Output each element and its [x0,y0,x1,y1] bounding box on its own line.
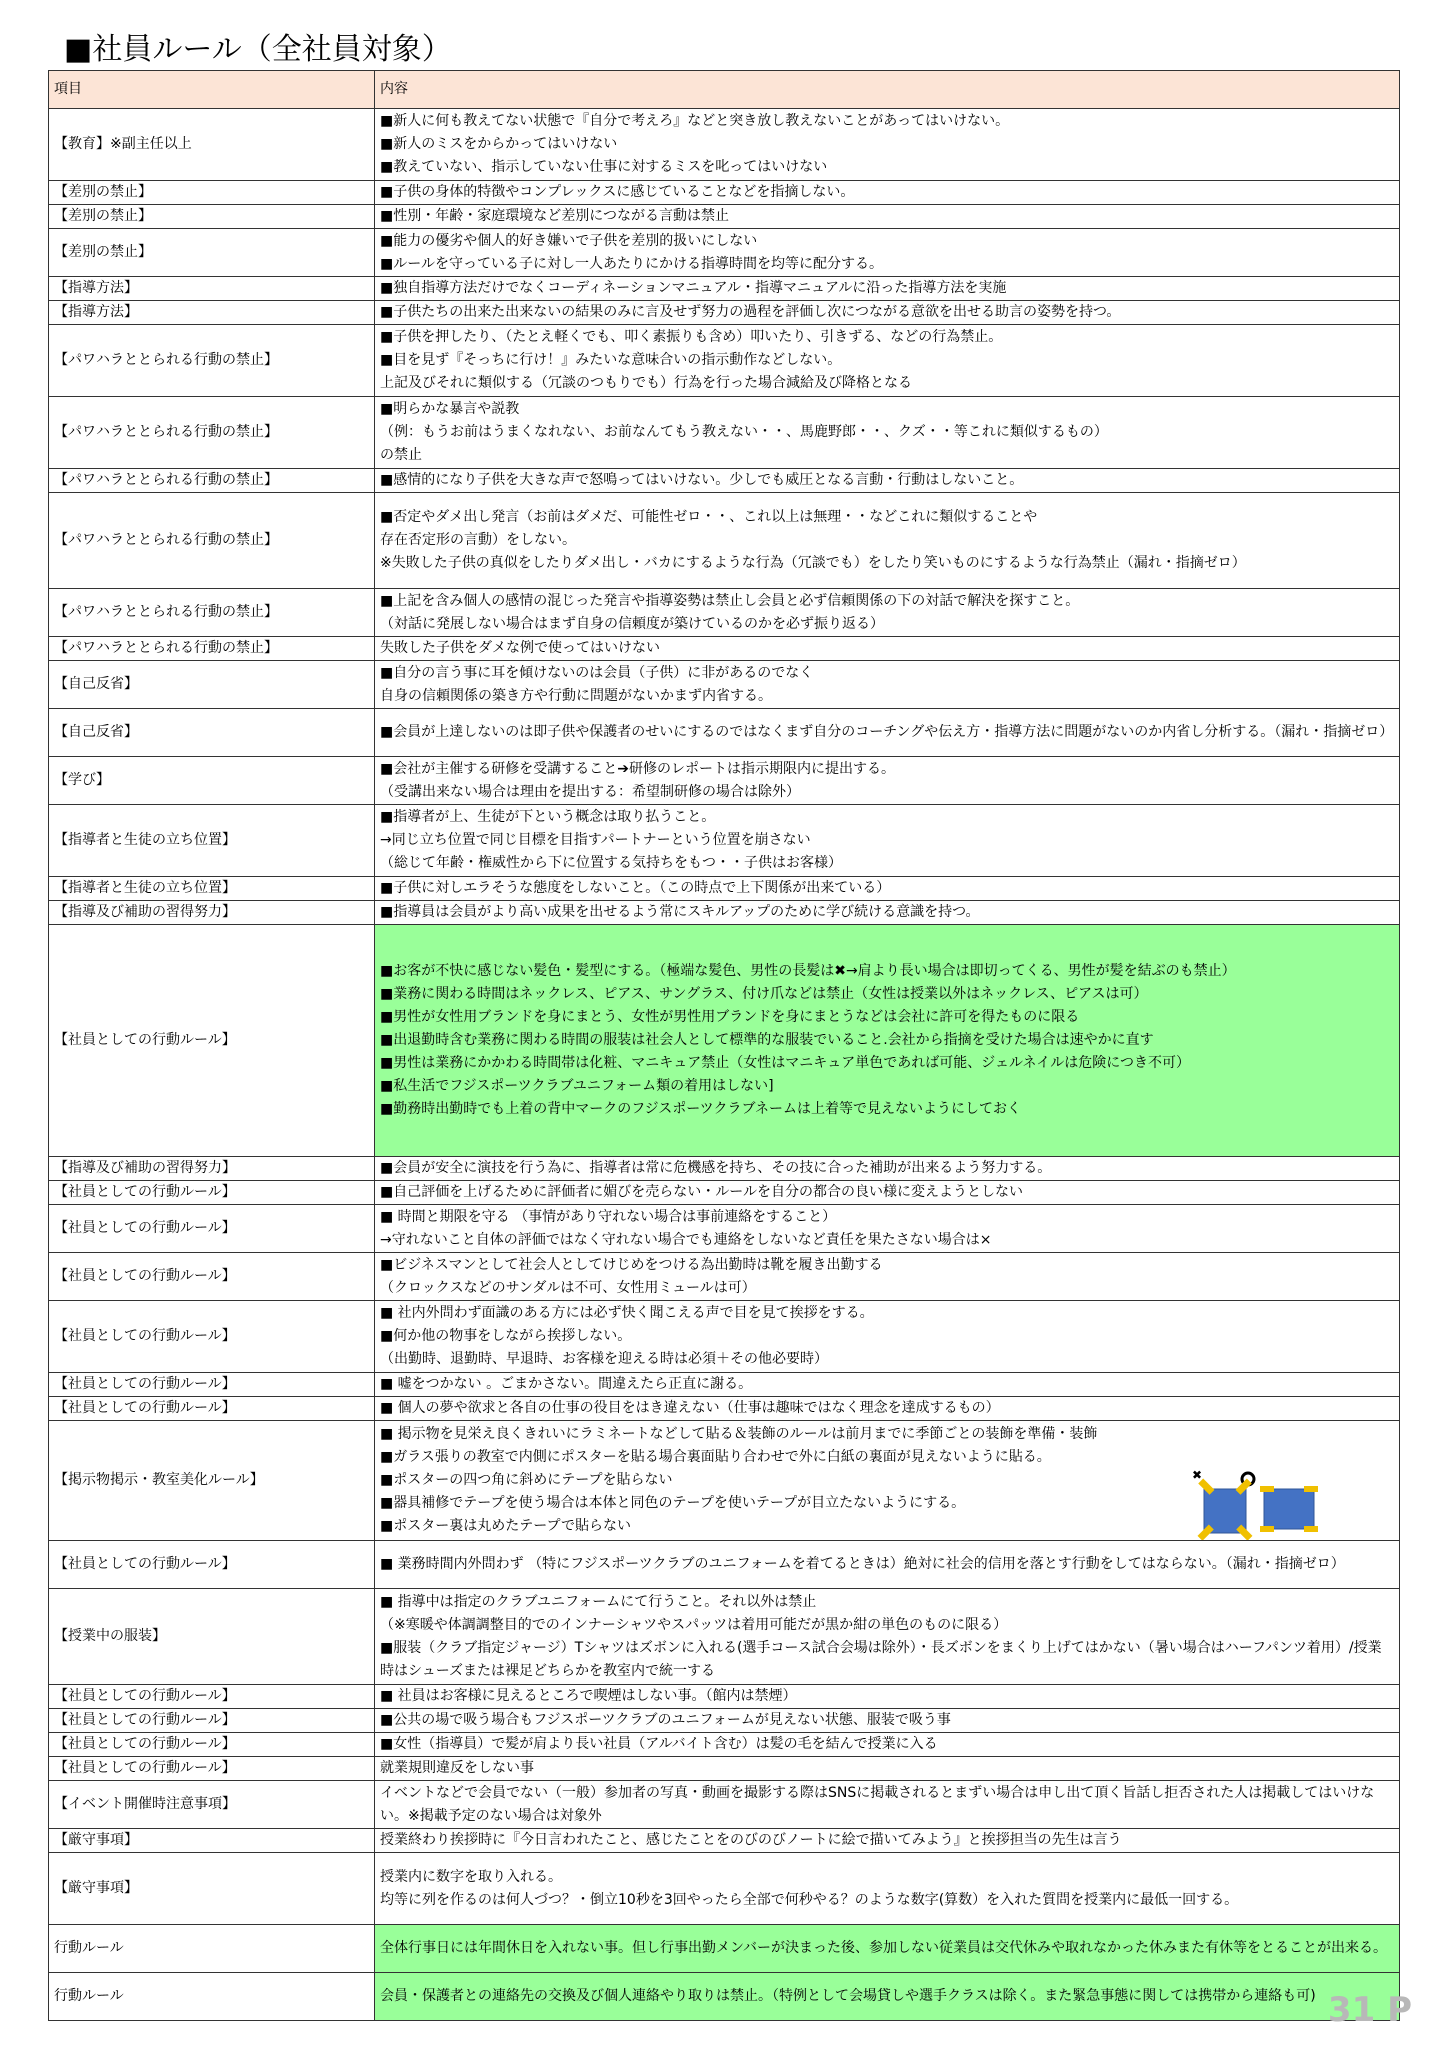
rule-line: ■女性（指導員）で髪が肩より長い社員（アルバイト含む）は髪の毛を結んで授業に入る [380,1736,938,1752]
straight-tape-icon [1260,1526,1274,1532]
rule-category-cell: 【社員としての行動ルール】 [49,1397,375,1421]
rule-line: 均等に列を作るのは何人づつ？・倒立10秒を3回やったら全部で何秒やる？のような数字(算数）を入れた質問を授業内に最低一回する。 [380,1891,1239,1908]
rule-line: イベントなどで会員でない（一般）参加者の写真・動画を撮影する際はSNSに掲載されるとまずい場合は申し出て頂く旨話し拒否された人は掲載してはいけない。※掲載予定のない場合は対象外 [380,1784,1375,1824]
straight-tape-icon [1304,1526,1318,1532]
rule-line: ■ 社内外問わず面識のある方には必ず快く聞こえる声で目を見て挨拶をする。 [380,1305,874,1321]
rules-table-body [49,71,1400,2021]
rule-content-cell [375,1829,1400,1853]
rule-line: ■上記を含み個人の感情の混じった発言や指導姿勢は禁止し会員と必ず信頼関係の下の対話で解決を探すこと。 [380,592,1080,609]
rule-line: 授業終わり挨拶時に『今日言われたこと、感じたことをのびのびノートに絵で描いてみよう』と挨拶担当の先生は言う [380,1832,1122,1848]
rule-content-cell [375,1541,1400,1589]
cross-mark-icon: ✖ [1192,1468,1203,1482]
rule-content-wrap [380,1553,1394,1576]
rule-line: ■男性は業務にかかわる時間帯は化粧、マニキュア禁止（女性はマニキュア単色であれば可能、ジェルネイルは危険につき不可） [380,1055,1190,1071]
rule-category-cell: 【差別の禁止】 [49,205,375,229]
table-row [49,109,1400,181]
rule-line: 就業規則違反をしない事 [380,1760,534,1776]
table-row [49,397,1400,469]
rule-content-cell [375,469,1400,493]
rules-table [48,70,1400,2021]
rule-content-cell [375,709,1400,757]
rule-content-cell [375,1301,1400,1373]
rule-content-wrap [380,1397,1394,1420]
rule-category-cell: 【厳守事項】 [49,1829,375,1853]
rule-content-cell [375,1709,1400,1733]
rule-line: の禁止 [380,447,422,463]
rule-content-wrap [380,1782,1394,1828]
rule-content-wrap [380,637,1394,660]
straight-tape-icon [1304,1486,1318,1492]
rule-content-cell [375,229,1400,277]
table-row [49,1397,1400,1421]
table-row [49,1205,1400,1253]
rule-content-cell [375,493,1400,589]
tape-diagram [1188,1467,1324,1541]
rule-line: ■ 業務時間内外問わず （特にフジスポーツクラブのユニフォームを着てるときは）絶対に社会的信用を落とす行動をしてはならない。（漏れ・指摘ゼロ） [380,1556,1345,1572]
table-row [49,493,1400,589]
rule-content-wrap [380,110,1394,179]
rule-category-cell: 【社員としての行動ルール】 [49,1253,375,1301]
rule-line: （クロックスなどのサンダルは不可、女性用ミュールは可） [380,1279,756,1296]
rule-line: ■能力の優劣や個人的好き嫌いで子供を差別的扱いにしない [380,232,758,249]
table-row [49,805,1400,877]
rule-category-cell: 【パワハラととられる行動の禁止】 [49,469,375,493]
rule-line: ■ガラス張りの教室で内側にポスターを貼る場合裏面貼り合わせで外に白紙の裏面が見えないように貼る。 [380,1449,1051,1465]
rule-line: ※失敗した子供の真似をしたりダメ出し・バカにするような行為（冗談でも）をしたり笑いものにするような行為禁止（漏れ・指摘ゼロ） [380,555,1246,571]
rule-category-cell: 【指導者と生徒の立ち位置】 [49,877,375,901]
table-row [49,1853,1400,1925]
rule-category-cell: 行動ルール [49,1925,375,1973]
rule-line: ■ 指導中は指定のクラブユニフォームにて行うこと。それ以外は禁止 [380,1593,817,1610]
rule-line: ■子供たちの出来た出来ないの結果のみに言及せず努力の過程を評価し次につながる意欲を出せる助言の姿勢を持つ。 [380,304,1121,320]
rule-category-cell: 【パワハラととられる行動の禁止】 [49,325,375,397]
rule-line: 上記及びそれに類似する（冗談のつもりでも）行為を行った場合減給及び降格となる [380,375,912,391]
rule-content-wrap [380,806,1394,875]
rule-line: ■ポスター裏は丸めたテープで貼らない [380,1518,631,1534]
rule-content-wrap [380,1302,1394,1371]
rule-content-wrap [380,1373,1394,1396]
rule-category-cell: 【自己反省】 [49,709,375,757]
rule-category-cell: 【授業中の服装】 [49,1589,375,1685]
rule-content-wrap [380,301,1394,324]
rule-content-wrap [380,277,1394,300]
rule-content-wrap [380,1591,1394,1683]
rule-line: ■器具補修でテープを使う場合は本体と同色のテープを使いテープが目立たないようにする。 [380,1495,966,1511]
rule-category-cell: 【パワハラととられる行動の禁止】 [49,637,375,661]
rule-line: ■会員が上達しないのは即子供や保護者のせいにするのではなくまず自分のコーチングや伝え方・指導方法に問題がないのか内省し分析する。（漏れ・指摘ゼロ） [380,724,1394,740]
rule-content-wrap [380,1685,1394,1708]
rule-content-wrap [380,662,1394,708]
rule-content-cell [375,1397,1400,1421]
rule-content-wrap [380,1829,1394,1852]
rule-category-cell: 【パワハラととられる行動の禁止】 [49,493,375,589]
table-row [49,205,1400,229]
rule-content-wrap [380,1937,1394,1960]
rule-category-cell: 【社員としての行動ルール】 [49,925,375,1157]
rule-content-wrap [380,1423,1394,1538]
rule-content-wrap [380,1985,1394,2008]
table-row [49,757,1400,805]
rule-category-cell: 【社員としての行動ルール】 [49,1301,375,1373]
rule-category-cell: 【社員としての行動ルール】 [49,1181,375,1205]
table-row [49,637,1400,661]
rule-content-cell [375,1157,1400,1181]
table-row [49,1181,1400,1205]
rule-category-cell: 【社員としての行動ルール】 [49,1205,375,1253]
good-poster-square [1264,1489,1314,1529]
rule-content-wrap [380,960,1394,1121]
rule-content-cell [375,181,1400,205]
table-row [49,901,1400,925]
table-row [49,181,1400,205]
page-number: 31 P [1327,1990,1412,2030]
rule-content-wrap [380,721,1394,744]
rule-line: （対話に発展しない場合はまず自身の信頼度が築けているのかを必ず振り返る） [380,615,884,632]
table-row [49,1973,1400,2021]
rule-content-cell [375,757,1400,805]
rule-category-cell: 【教育】※副主任以上 [49,109,375,181]
table-row [49,325,1400,397]
rule-line: 失敗した子供をダメな例で使ってはいけない [380,640,660,656]
rule-line: ■自己評価を上げるために評価者に媚びを売らない・ルールを自分の都合の良い様に変えようとしない [380,1184,1023,1200]
rule-content-wrap [380,1733,1394,1756]
rule-line: 自身の信頼関係の築き方や行動に問題がないかまず内省する。 [380,687,772,704]
rule-content-wrap [380,901,1394,924]
rule-content-wrap [380,1206,1394,1252]
rule-line: 会員・保護者との連絡先の交換及び個人連絡やり取りは禁止。（特例として会場貸しや選手クラスは除く。また緊急事態に関しては携帯から連絡も可) [380,1988,1316,2004]
rule-category-cell: 【パワハラととられる行動の禁止】 [49,397,375,469]
rule-line: ■自分の言う事に耳を傾けないのは会員（子供）に非があるのでなく [380,664,814,681]
rule-category-cell: 【社員としての行動ルール】 [49,1709,375,1733]
rule-line: ■会社が主催する研修を受講すること➔研修のレポートは指示期限内に提出する。 [380,760,895,777]
rule-content-wrap [380,1157,1394,1180]
rule-category-cell: 【パワハラととられる行動の禁止】 [49,589,375,637]
rule-line: ■服装（クラブ指定ジャージ）Tシャツはズボンに入れる(選手コース試合会場は除外）・長ズボンをまくり上げてはかない（暑い場合はハーフパンツ着用）/授業時はシューズまたは裸足どちらかを教室内で統一する [380,1639,1382,1679]
rule-category-cell: 【社員としての行動ルール】 [49,1373,375,1397]
rule-line: ■お客が不快に感じない髪色・髪型にする。（極端な髪色、男性の長髪は✖→肩より長い場合は即切ってくる、男性が髪を結ぶのも禁止） [380,963,1236,979]
rule-line: ■ 個人の夢や欲求と各自の仕事の役目をはき違えない（仕事は趣味ではなく理念を達成するもの） [380,1400,1000,1416]
rule-content-cell [375,1181,1400,1205]
rule-content-cell [375,277,1400,301]
rule-content-cell [375,637,1400,661]
rule-content-cell [375,877,1400,901]
rule-category-cell: 行動ルール [49,1973,375,2021]
rule-content-cell [375,805,1400,877]
rule-content-cell [375,925,1400,1157]
header-content-cell: 内容 [375,71,1400,109]
rule-content-wrap [380,1709,1394,1732]
rule-line: （総じて年齢・権威性から下に位置する気持ちをもつ・・子供はお客様） [380,855,842,871]
table-row [49,277,1400,301]
straight-tape-icon [1260,1486,1274,1492]
rule-line: ■ポスターの四つ角に斜めにテープを貼らない [380,1472,673,1488]
rule-content-cell [375,109,1400,181]
rule-content-cell [375,661,1400,709]
table-row [49,1589,1400,1685]
rule-line: 全体行事日には年間休日を入れない事。但し行事出勤メンバーが決まった後、参加しない従業員は交代休みや取れなかった休みまた有休等をとることが出来る。 [380,1940,1388,1956]
rule-content-cell [375,205,1400,229]
header-item-cell: 項目 [49,71,375,109]
table-row [49,877,1400,901]
rule-content-wrap [380,1866,1394,1912]
rule-content-cell [375,1853,1400,1925]
table-row [49,1925,1400,1973]
rule-category-cell: 【指導方法】 [49,277,375,301]
rule-content-wrap [380,877,1394,900]
rule-line: ■指導者が上、生徒が下という概念は取り払うこと。 [380,809,716,825]
rule-line: ■子供を押したり、（たとえ軽くでも、叩く素振りも含め）叩いたり、引きずる、などの行為禁止。 [380,329,1003,345]
rule-line: ■ルールを守っている子に対し一人あたりにかける指導時間を均等に配分する。 [380,255,883,272]
rule-line: →守れないこと自体の評価ではなく守れない場合でも連絡をしないなど責任を果たさない場合は× [380,1231,992,1248]
rule-line: ■公共の場で吸う場合もフジスポーツクラブのユニフォームが見えない状態、服装で吸う事 [380,1712,951,1728]
rule-category-cell: 【自己反省】 [49,661,375,709]
rule-line: （例：もうお前はうまくなれない、お前なんてもう教えない・・、馬鹿野郎・・、クズ・・等これに類似するもの） [380,424,1108,440]
rule-content-cell [375,1925,1400,1973]
table-row [49,661,1400,709]
rule-line: ■独自指導方法だけでなくコーディネーションマニュアル・指導マニュアルに沿った指導方法を実施 [380,280,1007,296]
table-row [49,1157,1400,1181]
rule-category-cell: 【指導方法】 [49,301,375,325]
table-row [49,1373,1400,1397]
table-row [49,1709,1400,1733]
table-row [49,1757,1400,1781]
rule-line: （出勤時、退勤時、早退時、お客様を迎える時は必須＋その他必要時） [380,1351,828,1367]
rule-line: ■会員が安全に演技を行う為に、指導者は常に危機感を持ち、その技に合った補助が出来るよう努力する。 [380,1160,1052,1176]
rule-content-cell [375,1733,1400,1757]
rule-line: ■子供に対しエラそうな態度をしないこと。（この時点で上下関係が出来ている） [380,880,891,896]
rule-content-cell [375,325,1400,397]
rule-content-wrap [380,230,1394,276]
rule-category-cell: 【差別の禁止】 [49,181,375,205]
rule-content-cell [375,1685,1400,1709]
table-row [49,925,1400,1157]
rule-line: ■目を見ず『そっちに行け！』みたいな意味合いの指示動作などしない。 [380,352,842,368]
rule-content-cell [375,901,1400,925]
table-row [49,1301,1400,1373]
rule-line: ■感情的になり子供を大きな声で怒鳴ってはいけない。少しでも威圧となる言動・行動はしないこと。 [380,472,1024,488]
rule-content-cell [375,1421,1400,1541]
rule-category-cell: 【指導及び補助の習得努力】 [49,1157,375,1181]
rule-line: ■ 時間と期限を守る （事情があり守れない場合は事前連絡をすること） [380,1208,837,1225]
table-row [49,1829,1400,1853]
rule-content-wrap [380,1757,1394,1780]
rule-line: ■ 掲示物を見栄え良くきれいにラミネートなどして貼る＆装飾のルールは前月までに季節ごとの装飾を準備・装飾 [380,1426,1098,1442]
rule-content-wrap [380,205,1394,228]
rule-line: ■教えていない、指示していない仕事に対するミスを叱ってはいけない [380,159,828,175]
rule-line: ■私生活でフジスポーツクラブユニフォーム類の着用はしない] [380,1078,774,1094]
table-row [49,1733,1400,1757]
rule-line: ■勤務時出勤時でも上着の背中マークのフジスポーツクラブネームは上着等で見えないようにしておく [380,1101,1021,1117]
rule-content-cell [375,1253,1400,1301]
table-row [49,469,1400,493]
rule-content-cell [375,1205,1400,1253]
rule-category-cell: 【社員としての行動ルール】 [49,1757,375,1781]
rule-content-wrap [380,398,1394,467]
rule-content-wrap [380,469,1394,492]
rule-line: ■業務に関わる時間はネックレス、ピアス、サングラス、付け爪などは禁止（女性は授業以外はネックレス、ピアスは可） [380,986,1148,1002]
rule-category-cell: 【社員としての行動ルール】 [49,1733,375,1757]
rule-line: ■ 嘘をつかない 。ごまかさない。間違えたら正直に謝る。 [380,1376,753,1392]
table-row [49,1541,1400,1589]
rule-line: ■子供の身体的特徴やコンプレックスに感じていることなどを指摘しない。 [380,184,855,200]
rule-line: ■新人のミスをからかってはいけない [380,136,618,152]
rule-category-cell: 【イベント開催時注意事項】 [49,1781,375,1829]
rule-line: ■性別・年齢・家庭環境など差別につながる言動は禁止 [380,208,729,224]
table-row [49,301,1400,325]
rule-line: ■ 社員はお客様に見えるところで喫煙はしない事。（館内は禁煙） [380,1688,797,1704]
rule-category-cell: 【差別の禁止】 [49,229,375,277]
table-row [49,1253,1400,1301]
rule-content-wrap [380,1181,1394,1204]
table-row [49,229,1400,277]
rule-category-cell: 【社員としての行動ルール】 [49,1685,375,1709]
rule-content-cell [375,1373,1400,1397]
rule-line: 存在否定形の言動）をしない。 [380,532,576,548]
rule-content-cell [375,589,1400,637]
table-row [49,1421,1400,1541]
rule-line: ■何か他の物事をしながら挨拶しない。 [380,1328,632,1344]
rule-content-cell [375,1589,1400,1685]
rule-content-cell [375,397,1400,469]
rule-category-cell: 【学び】 [49,757,375,805]
rule-line: ■否定やダメ出し発言（お前はダメだ、可能性ゼロ・・、これ以上は無理・・などこれに類似することや [380,509,1038,525]
rule-content-wrap [380,506,1394,575]
table-row [49,1685,1400,1709]
rule-content-wrap [380,590,1394,636]
rule-content-wrap [380,326,1394,395]
rule-line: ■出退勤時含む業務に関わる時間の服装は社会人として標準的な服装でいること.会社から指摘を受けた場合は速やかに直す [380,1032,1154,1048]
rule-content-cell [375,1973,1400,2021]
table-row [49,589,1400,637]
rule-line: ■指導員は会員がより高い成果を出せるよう常にスキルアップのために学び続ける意識を持つ。 [380,904,980,920]
rule-line: （※寒暖や体調調整目的でのインナーシャツやスパッツは着用可能だが黒か紺の単色のものに限る） [380,1616,1008,1633]
rule-content-wrap [380,1254,1394,1300]
rule-line: ■明らかな暴言や説教 [380,401,520,417]
rule-line: ■新人に何も教えてない状態で『自分で考えろ』などと突き放し教えないことがあってはいけない。 [380,113,1010,129]
rule-category-cell: 【指導者と生徒の立ち位置】 [49,805,375,877]
rule-line: ■ビジネスマンとして社会人としてけじめをつける為出勤時は靴を履き出勤する [380,1256,883,1273]
rule-line: （受講出来ない場合は理由を提出する：希望制研修の場合は除外） [380,783,800,800]
rule-category-cell: 【厳守事項】 [49,1853,375,1925]
page-title: ■社員ルール（全社員対象） [64,32,452,67]
rule-category-cell: 【掲示物掲示・教室美化ルール】 [49,1421,375,1541]
rule-content-wrap [380,181,1394,204]
rule-category-cell: 【社員としての行動ルール】 [49,1541,375,1589]
rule-content-wrap [380,758,1394,804]
rule-content-cell [375,301,1400,325]
table-row [49,709,1400,757]
table-header-row [49,71,1400,109]
table-row [49,1781,1400,1829]
rule-content-cell [375,1781,1400,1829]
rule-content-cell [375,1757,1400,1781]
rule-line: ■男性が女性用ブランドを身にまとう、女性が男性用ブランドを身にまとうなどは会社に許可を得たものに限る [380,1009,1080,1025]
rule-line: →同じ立ち位置で同じ目標を目指すパートナーという位置を崩さない [380,832,811,848]
rule-line: 授業内に数字を取り入れる。 [380,1868,562,1885]
rule-category-cell: 【指導及び補助の習得努力】 [49,901,375,925]
